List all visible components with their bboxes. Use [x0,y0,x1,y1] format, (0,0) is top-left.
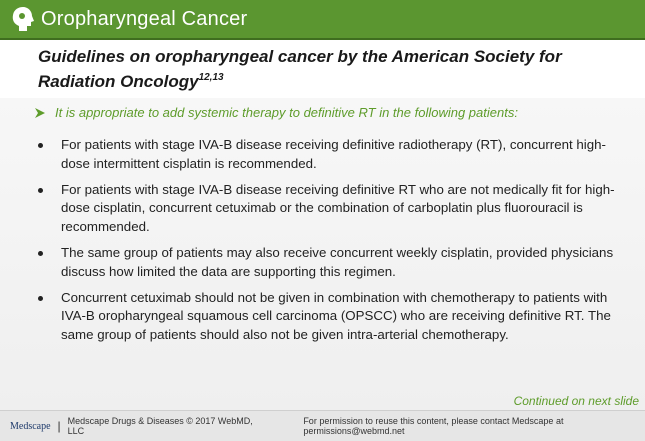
bullet-dot [38,188,43,193]
bullet-text: Concurrent cetuximab should not be given in combination with chemotherapy to patients with IVA-B oropharyngeal squamous cell carcinoma (OPSCC) who are receiving definitive RT. The same group of patients should also not be given intra-arterial chemotherapy. [61,289,611,343]
continued-note: Continued on next slide [513,394,639,408]
list-item [34,289,622,345]
slide-header [0,0,645,40]
slide-title-text: Guidelines on oropharyngeal cancer by the American Society for Radiation Oncology [38,47,562,91]
footer-separator: | [57,419,61,433]
title-references: 12,13 [198,72,224,83]
slide-footer [0,410,645,441]
list-item [34,181,622,237]
arrow-bullet-icon [34,107,46,119]
list-item [34,244,622,282]
bullet-dot [38,296,43,301]
head-profile-icon [7,4,37,34]
medscape-logo: Medscape [10,420,51,432]
bullet-text: For patients with stage IVA-B disease receiving definitive RT who are not medically fit for high-dose cisplatin, concurrent cetuximab or the combination of carboplatin plus fluorouracil is recommended. [61,181,615,235]
bullet-dot [38,143,43,148]
intro-text: It is appropriate to add systemic therapy to definitive RT in the following patients: [55,105,518,120]
bullet-text: For patients with stage IVA-B disease receiving definitive radiotherapy (RT), concurrent high-dose intermittent cisplatin is recommended. [61,137,606,171]
slide-title [38,46,628,92]
bullet-list [34,136,622,352]
bullet-text: The same group of patients may also receive concurrent weekly cisplatin, provided physicians discuss how limited the data are supporting this regimen. [61,244,614,279]
footer-permission: For permission to reuse this content, please contact Medscape at permissions@webmd.net [303,416,564,436]
list-item [34,136,622,174]
header-title: Oropharyngeal Cancer [41,7,248,30]
intro-line [34,105,639,120]
bullet-dot [38,251,43,256]
footer-source: Medscape Drugs & Diseases © 2017 WebMD, LLC [67,416,253,436]
